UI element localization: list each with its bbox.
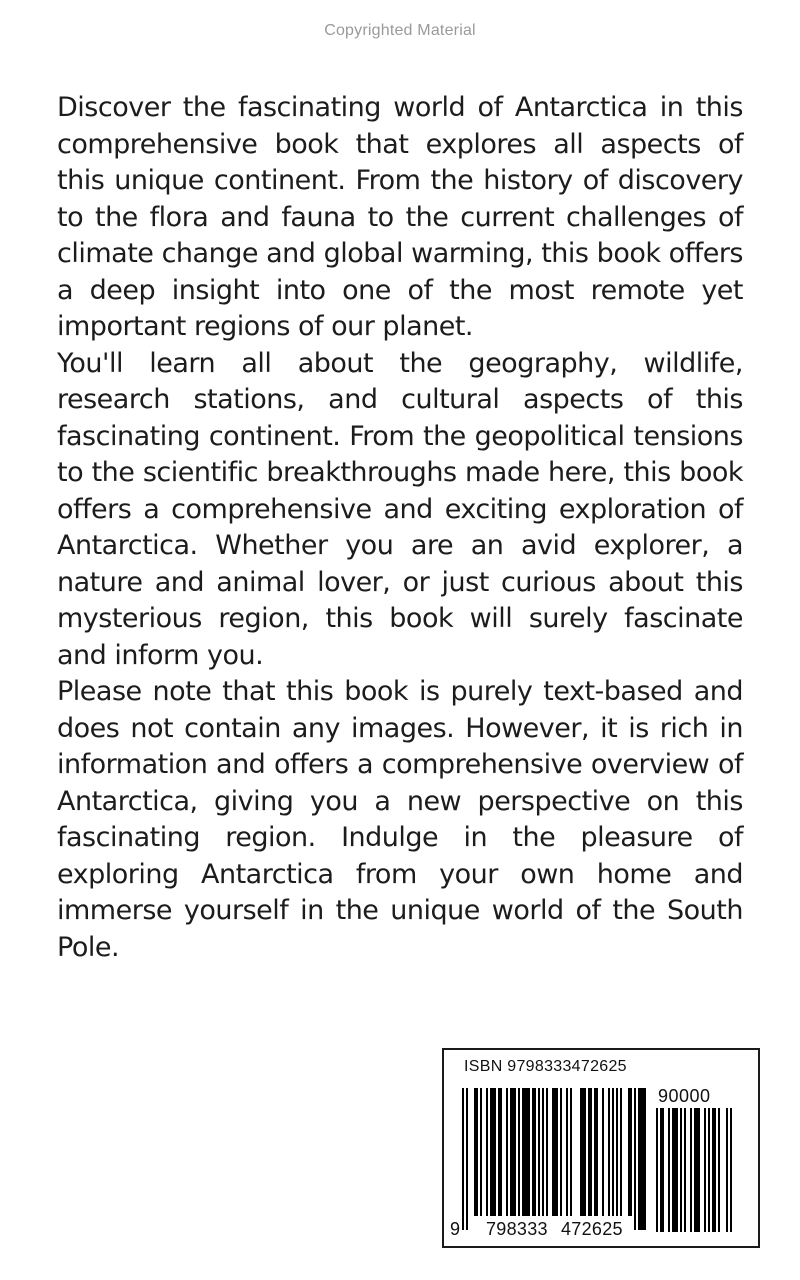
barcode-bar: [718, 1108, 720, 1232]
price-code: 90000: [658, 1086, 711, 1106]
barcode-bar: [466, 1088, 468, 1230]
barcode-bar: [638, 1088, 646, 1230]
barcode-bar: [594, 1088, 598, 1216]
barcode-bar: [506, 1088, 508, 1216]
barcode-bar: [616, 1088, 618, 1216]
price-addon-barcode: [656, 1108, 732, 1232]
barcode-bar: [680, 1108, 682, 1232]
barcode-bar: [668, 1108, 670, 1232]
barcode-bar: [708, 1108, 710, 1232]
barcode-bar: [490, 1088, 496, 1216]
barcode-bar: [462, 1088, 464, 1230]
barcode-bar: [730, 1108, 732, 1232]
barcode-digit-first: 9: [450, 1219, 461, 1239]
barcode-bar: [712, 1108, 716, 1232]
barcode-bar: [542, 1088, 544, 1216]
barcode-bar: [656, 1108, 658, 1232]
copyright-watermark-top: Copyrighted Material: [324, 22, 476, 39]
barcode-bar: [552, 1088, 558, 1216]
barcode-bar: [498, 1088, 502, 1216]
barcode-bar: [608, 1088, 610, 1216]
barcode-bar: [532, 1088, 536, 1216]
barcode-bar: [588, 1088, 592, 1216]
barcode-bar: [538, 1088, 540, 1216]
isbn-barcode-box: [442, 1048, 760, 1248]
barcode-bar: [560, 1088, 562, 1216]
barcode-bar: [486, 1088, 488, 1216]
barcode-bar: [726, 1108, 728, 1232]
book-description: [57, 90, 743, 966]
barcode-bar: [628, 1088, 632, 1216]
barcode-bar: [694, 1108, 700, 1232]
barcode-bar: [570, 1088, 572, 1216]
barcode-bar: [660, 1108, 664, 1232]
barcode-bar: [566, 1088, 568, 1216]
barcode-bar: [612, 1088, 614, 1216]
barcode-bar: [522, 1088, 530, 1216]
description-paragraph-2: You'll learn all about the geography, wildlife, research stations, and cultural aspects of this fascinating continent. From the geopolitical tensions to the scientific breakthroughs made here, this book offers a comprehensive and exciting exploration of Antarctica. Whether you are an avid explorer, a nature and animal lover, or just curious about this mysterious region, this book will surely fascinate and inform you.: [57, 347, 743, 671]
barcode-bar: [546, 1088, 548, 1216]
barcode-digits-right: 472625: [561, 1219, 623, 1239]
barcode-bar: [480, 1088, 482, 1216]
description-paragraph-3: Please note that this book is purely text-based and does not contain any images. However, it is rich in information and offers a comprehensive overview of Antarctica, giving you a new perspective on this fascinating region. Indulge in the pleasure of exploring Antarctica from your own home and immerse yourself in the unique world of the South Pole.: [57, 676, 743, 963]
barcode-bar: [634, 1088, 636, 1230]
isbn-label: ISBN 9798333472625: [464, 1058, 627, 1075]
description-paragraph-1: Discover the fascinating world of Antarctica in this comprehensive book that explores all aspects of this unique continent. From the history of discovery to the flora and fauna to the current challenges of climate change and global warming, this book offers a deep insight into one of the most remote yet important regions of our planet.: [57, 92, 743, 342]
barcode-digits-left: 798333: [486, 1219, 548, 1239]
barcode-bar: [580, 1088, 586, 1216]
barcode-bar: [690, 1108, 692, 1232]
barcode-bar: [704, 1108, 706, 1232]
barcode-bar: [684, 1108, 686, 1232]
ean-barcode: [462, 1088, 646, 1230]
barcode-bar: [620, 1088, 622, 1216]
barcode-bar: [602, 1088, 604, 1216]
barcode-bar: [672, 1108, 678, 1232]
barcode-bar: [510, 1088, 516, 1216]
barcode-bar: [518, 1088, 520, 1216]
barcode-bar: [474, 1088, 478, 1216]
